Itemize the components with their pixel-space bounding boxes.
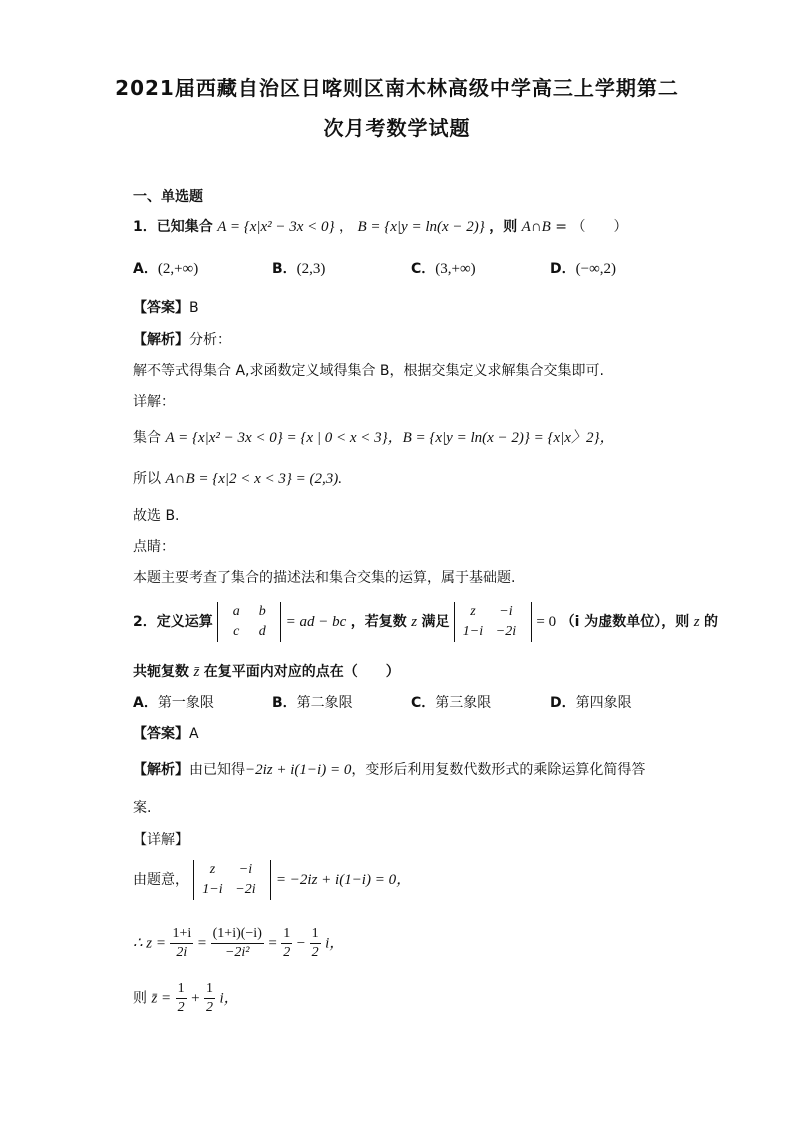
q2-option-a (133, 692, 214, 712)
q2-detail-tag: 【详解】 (133, 832, 189, 848)
q2-d3-prefix: 则 (133, 990, 147, 1007)
q2-eq0: = 0 (536, 614, 557, 630)
q2-stem-d: （i 为虚数单位），则 (560, 614, 690, 630)
fraction-numerator: 1 (281, 925, 292, 944)
q1-detail-2-prefix: 所以 (133, 471, 161, 487)
q1-detail-1-expr: A = {x|x² − 3x < 0} = {x | 0 < x < 3}，B = {x|y = ln(x − 2)} = {x|x〉2}， (165, 430, 615, 446)
q1-comment: 本题主要考查了集合的描述法和集合交集的运算，属于基础题. (133, 570, 516, 586)
q1-answer-value: B (189, 300, 199, 316)
q2-stem-e: 的 (704, 614, 719, 630)
fraction-denominator: 2 (206, 1000, 213, 1015)
fraction (176, 980, 187, 1017)
q2-option-b (272, 692, 353, 712)
q2-stem-c: 满足 (421, 614, 450, 630)
q1-detail-2-expr: A∩B = {x|2 < x < 3} = (2,3). (165, 471, 343, 487)
q1-detail-head: 详解： (133, 394, 175, 410)
q1-stem (133, 216, 627, 236)
q2-option-b-value: 第二象限 (296, 695, 353, 711)
q2-z-2: z (693, 614, 700, 630)
fraction-numerator: (1+i)(−i) (211, 925, 264, 944)
q2-determinant-def (217, 602, 281, 642)
fraction (310, 925, 321, 962)
q1-option-d-value: (−∞,2) (575, 261, 617, 277)
q1-analysis-text: 解不等式得集合 A,求函数定义域得集合 B，根据交集定义求解集合交集即可. (133, 363, 604, 379)
q2-option-d-label: D． (550, 695, 576, 711)
q1-option-a (133, 258, 198, 278)
fraction-numerator: 1+i (170, 925, 193, 944)
q2-analysis (133, 759, 645, 779)
det-cell: c (233, 624, 240, 639)
q1-option-b (272, 258, 325, 278)
fraction-denominator: 2i (176, 945, 188, 960)
fraction (204, 980, 215, 1017)
q1-comment-head: 点睛： (133, 539, 175, 555)
q1-detail-1-prefix: 集合 (133, 430, 161, 446)
q1-option-d (550, 258, 616, 278)
q2-def-expr: = ad − bc (285, 614, 347, 630)
fraction-denominator: 2 (311, 945, 319, 960)
fraction-denominator: 2 (177, 1000, 185, 1015)
det-cell: −2i (235, 882, 256, 897)
q1-ask-expr: A∩B (521, 219, 551, 235)
q2-d2-minus: − (296, 935, 306, 952)
q2-d2-tail: i， (325, 935, 345, 952)
q1-option-c-value: (3,+∞) (435, 261, 476, 277)
fraction (281, 925, 292, 962)
det-cell: a (232, 604, 240, 619)
q1-option-b-label: B． (272, 261, 297, 277)
fraction-numerator: 1 (176, 980, 187, 999)
q1-set-a: A = {x|x² − 3x < 0} (217, 219, 335, 235)
q2-option-d (550, 692, 632, 712)
q2-analysis-tag: 【解析】 (133, 762, 189, 778)
q2-option-c (411, 692, 491, 712)
q2-stem-line2-b: 在复平面内对应的点在（ ） (203, 664, 400, 680)
det-cell: 1−i (462, 624, 484, 639)
q2-answer (133, 723, 199, 743)
q2-answer-tag: 【答案】 (133, 726, 189, 742)
q1-ask: ，则 (489, 219, 518, 235)
q2-determinant-cond (454, 602, 532, 642)
fraction-numerator: 1 (310, 925, 321, 944)
q1-option-c-label: C． (411, 261, 436, 277)
q2-analysis-a: 由已知得 (189, 762, 245, 778)
q1-analysis-tag: 【解析】 (133, 332, 189, 348)
q2-stem (133, 602, 718, 642)
q2-d1-prefix: 由题意， (133, 872, 189, 888)
det-cell: b (258, 604, 266, 619)
q1-detail-2 (133, 468, 342, 488)
det-cell: d (258, 624, 266, 639)
q2-stem-b: ，若复数 (350, 614, 407, 630)
det-cell: −i (238, 862, 253, 877)
det-cell: −2i (495, 624, 517, 639)
q2-analysis-cont: 案. (133, 800, 152, 816)
q2-answer-value: A (189, 726, 199, 742)
det-cell: z (209, 862, 216, 877)
fraction (211, 925, 264, 962)
q1-detail-3: 故选 B. (133, 508, 180, 524)
q2-stem-line2 (133, 661, 400, 681)
q1-option-b-value: (2,3) (296, 261, 326, 277)
page-title-line1: 2021届西藏自治区日喀则区南木林高级中学高三上学期第二 (115, 76, 679, 100)
det-cell: −i (499, 604, 513, 619)
q2-option-d-value: 第四象限 (575, 695, 632, 711)
q2-option-c-label: C． (411, 695, 436, 711)
q1-set-b: B = {x|y = ln(x − 2)} (357, 219, 485, 235)
q1-analysis-label: 分析： (189, 332, 231, 348)
fraction (170, 925, 193, 962)
det-cell: z (470, 604, 476, 619)
q2-stem-line2-a: 共轭复数 (133, 664, 189, 680)
q1-detail-1 (133, 426, 614, 447)
fraction-numerator: 1 (204, 980, 215, 999)
q1-answer (133, 297, 199, 317)
fraction-denominator: 2 (283, 945, 291, 960)
q2-detail-3 (133, 980, 239, 1017)
det-cell: 1−i (202, 882, 223, 897)
q2-d3-plus: + (191, 990, 200, 1007)
q2-d3-tail: i， (219, 990, 239, 1007)
q2-analysis-expr: −2iz + i(1−i) = 0 (245, 762, 352, 778)
q2-option-a-value: 第一象限 (157, 695, 214, 711)
q1-option-a-value: (2,+∞) (157, 261, 199, 277)
q2-d1-expr: = −2iz + i(1−i) = 0， (275, 872, 412, 888)
q2-analysis-b: ，变形后利用复数代数形式的乘除运算化简得答 (351, 762, 646, 778)
q1-option-c (411, 258, 476, 278)
q1-number: 1．已知集合 (133, 219, 213, 235)
q2-detail-2: ∴ z = $\frac{1+i}{2i}$ = $\frac{(1+i)(-i)}{\text{−2i²}}$ = $\frac{1}{2}$ − $\frac{1}{2}$ i， (133, 926, 345, 960)
q1-sep: ， (339, 219, 354, 235)
q1-answer-tag: 【答案】 (133, 300, 189, 316)
q2-option-c-value: 第三象限 (435, 695, 492, 711)
q2-z: z (411, 614, 418, 630)
q2-number: 2．定义运算 (133, 614, 213, 630)
q2-zbar: z̄ (193, 664, 200, 680)
q1-tail: = （ ） (555, 219, 628, 235)
section-heading: 一、单选题 (133, 189, 203, 205)
fraction-denominator: −2i² (224, 945, 250, 960)
q2-option-b-label: B． (272, 695, 297, 711)
q2-detail-determinant (193, 860, 271, 900)
q1-option-d-label: D． (550, 261, 576, 277)
q2-d2-prefix: ∴ z = (133, 935, 167, 952)
q1-option-a-label: A． (133, 261, 158, 277)
q1-analysis-head (133, 329, 231, 349)
page-title-line2: 次月考数学试题 (323, 116, 471, 140)
q2-d3-zbar: z̄ = (151, 990, 172, 1007)
q2-option-a-label: A． (133, 695, 158, 711)
q2-detail-1 (133, 860, 411, 900)
